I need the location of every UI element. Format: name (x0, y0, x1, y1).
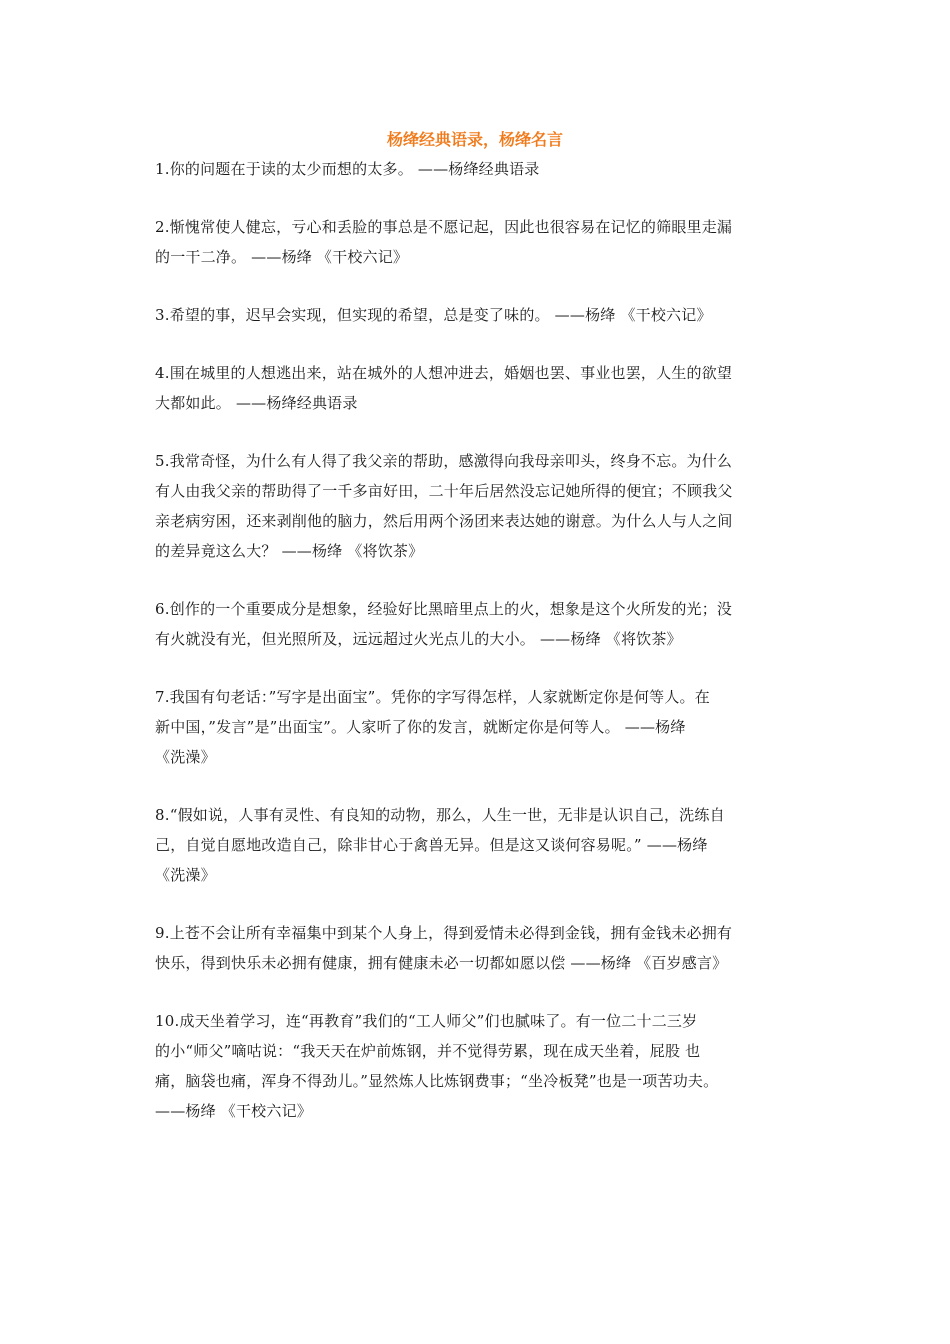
quote-7: 7.我国有句老话：”写字是出面宝”。凭你的字写得怎样，人家就断定你是何等人。在 新中国，”发言”是”出面宝”。人家听了你的发言，就断定你是何等人。 ——杨绛 《洗澡》 (155, 688, 710, 766)
quote-1: 1.你的问题在于读的太少而想的太多。 ——杨绛经典语录 (155, 160, 540, 178)
quote-2: 2.惭愧常使人健忘，亏心和丢脸的事总是不愿记起，因此也很容易在记忆的筛眼里走漏 的一干二净。 ——杨绛 《干校六记》 (155, 218, 733, 266)
quote-4: 4.围在城里的人想逃出来，站在城外的人想冲进去，婚姻也罢、事业也罢，人生的欲望 大都如此。 ——杨绛经典语录 (155, 364, 733, 412)
document-title: 杨绛经典语录，杨绛名言 (386, 130, 563, 149)
quote-10: 10.成天坐着学习，连“再教育”我们的“工人师父”们也腻味了。有一位二十二三岁 的小“师父”嘀咕说：“我天天在炉前炼钢，并不觉得劳累，现在成天坐着，屁股 也 痛，脑袋也痛，浑身不得劲儿。”显然炼人比炼钢费事；“坐冷板凳”也是一项苦功夫。 ——杨绛 《干校六记》 (155, 1012, 719, 1120)
quote-5: 5.我常奇怪，为什么有人得了我父亲的帮助，感激得向我母亲叩头，终身不忘。为什么 有人由我父亲的帮助得了一千多亩好田，二十年后居然没忘记她所得的便宜；不顾我父 亲老病穷困，还来剥削他的脑力，然后用两个汤团来表达她的谢意。为什么人与人之间 的差异竟这么大？ ——杨绛 《将饮茶》 (155, 452, 733, 560)
quote-3: 3.希望的事，迟早会实现，但实现的希望，总是变了味的。 ——杨绛 《干校六记》 (155, 306, 712, 324)
quote-list (155, 154, 805, 1154)
quote-8: 8.“假如说，人事有灵性、有良知的动物，那么，人生一世，无非是认识自己，洗练自 己，自觉自愿地改造自己，除非甘心于禽兽无异。但是这又谈何容易呢。” ——杨绛 《洗澡》 (155, 806, 725, 884)
quote-6: 6.创作的一个重要成分是想象，经验好比黑暗里点上的火，想象是这个火所发的光；没 有火就没有光，但光照所及，远远超过火光点儿的大小。 ——杨绛 《将饮茶》 (155, 600, 733, 648)
quote-9: 9.上苍不会让所有幸福集中到某个人身上，得到爱情未必得到金钱，拥有金钱未必拥有 快乐，得到快乐未必拥有健康，拥有健康未必一切都如愿以偿 ——杨绛 《百岁感言》 (155, 924, 733, 972)
